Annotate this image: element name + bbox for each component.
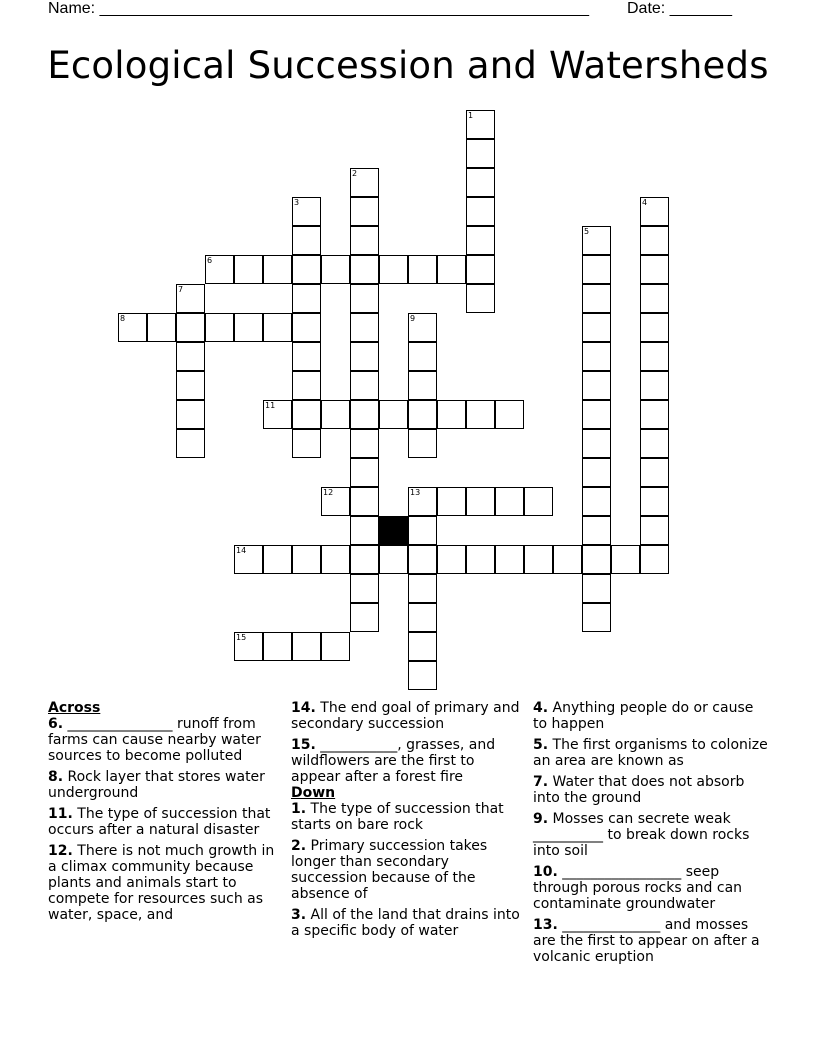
grid-cell[interactable]: [176, 371, 205, 400]
grid-cell[interactable]: [234, 255, 263, 284]
grid-cell[interactable]: [263, 313, 292, 342]
grid-cell[interactable]: [466, 545, 495, 574]
grid-cell[interactable]: [321, 400, 350, 429]
grid-cell-15[interactable]: [234, 632, 263, 661]
clues-column-1: [48, 700, 280, 928]
grid-cell[interactable]: [582, 313, 611, 342]
name-field[interactable]: Name: _______________________________________________________: [48, 0, 589, 17]
grid-cell[interactable]: [640, 429, 669, 458]
grid-cell[interactable]: [234, 313, 263, 342]
grid-cell-2[interactable]: [350, 168, 379, 197]
grid-cell[interactable]: [582, 255, 611, 284]
grid-cell[interactable]: [582, 342, 611, 371]
grid-cell[interactable]: [292, 429, 321, 458]
clue-number: 11: [265, 401, 276, 410]
grid-cell[interactable]: [408, 603, 437, 632]
clue-number: 6: [207, 256, 213, 265]
grid-cell[interactable]: [350, 487, 379, 516]
down-clue-2: 2. Primary succession takes longer than secondary succession because of the absence of: [291, 838, 488, 902]
grid-cell-4[interactable]: [640, 197, 669, 226]
grid-cell[interactable]: [524, 487, 553, 516]
grid-cell[interactable]: [408, 661, 437, 690]
grid-cell[interactable]: [350, 574, 379, 603]
down-clue-5: 5. The first organisms to colonize an area are known as: [533, 737, 768, 769]
grid-cell-13[interactable]: [408, 487, 437, 516]
grid-cell[interactable]: [321, 255, 350, 284]
grid-cell[interactable]: [640, 487, 669, 516]
clue-number: 14: [236, 546, 247, 555]
grid-cell[interactable]: [292, 226, 321, 255]
grid-cell[interactable]: [321, 545, 350, 574]
across-clue-12: 12. There is not much growth in a climax community because plants and animals start to compete for resources such as water, space, and: [48, 843, 275, 923]
down-clue-9: 9. Mosses can secrete weak __________ to break down rocks into soil: [533, 811, 750, 859]
grid-cell[interactable]: [350, 400, 379, 429]
grid-cell[interactable]: [640, 371, 669, 400]
grid-cell-6[interactable]: [205, 255, 234, 284]
grid-cell-8[interactable]: [118, 313, 147, 342]
clue-number: 8: [120, 314, 126, 323]
grid-cell-3[interactable]: [292, 197, 321, 226]
grid-cell[interactable]: [582, 400, 611, 429]
grid-cell[interactable]: [350, 371, 379, 400]
grid-cell[interactable]: [495, 545, 524, 574]
grid-cell[interactable]: [408, 516, 437, 545]
grid-cell[interactable]: [582, 516, 611, 545]
clue-number: 12: [323, 488, 334, 497]
grid-cell[interactable]: [263, 545, 292, 574]
grid-cell[interactable]: [640, 342, 669, 371]
grid-cell[interactable]: [466, 168, 495, 197]
grid-cell[interactable]: [640, 284, 669, 313]
clue-number: 9: [410, 314, 416, 323]
across-clue-6: 6. _______________ runoff from farms can cause nearby water sources to become polluted: [48, 716, 261, 764]
clues-column-2: [291, 700, 521, 944]
across-clue-15: 15. ___________, grasses, and wildflowers are the first to appear after a forest fire: [291, 737, 496, 785]
clue-number: 2: [352, 169, 358, 178]
grid-cell[interactable]: [350, 284, 379, 313]
grid-cell[interactable]: [582, 429, 611, 458]
grid-cell[interactable]: [350, 197, 379, 226]
grid-cell[interactable]: [640, 458, 669, 487]
down-clue-7: 7. Water that does not absorb into the ground: [533, 774, 745, 806]
across-clue-11: 11. The type of succession that occurs after a natural disaster: [48, 806, 271, 838]
grid-cell[interactable]: [350, 458, 379, 487]
grid-cell[interactable]: [408, 429, 437, 458]
grid-cell[interactable]: [466, 226, 495, 255]
clue-number: 4: [642, 198, 648, 207]
grid-cell[interactable]: [408, 342, 437, 371]
clues-column-3: [533, 700, 768, 970]
grid-cell[interactable]: [292, 545, 321, 574]
grid-cell[interactable]: [437, 545, 466, 574]
down-clue-1: 1. The type of succession that starts on bare rock: [291, 801, 504, 833]
grid-cell[interactable]: [321, 632, 350, 661]
grid-cell[interactable]: [350, 255, 379, 284]
clue-number: 3: [294, 198, 300, 207]
grid-cell[interactable]: [379, 255, 408, 284]
grid-cell[interactable]: [437, 255, 466, 284]
grid-cell[interactable]: [176, 313, 205, 342]
grid-cell[interactable]: [263, 632, 292, 661]
grid-cell[interactable]: [466, 255, 495, 284]
grid-cell[interactable]: [495, 400, 524, 429]
page-title: Ecological Succession and Watersheds: [47, 44, 769, 87]
grid-cell[interactable]: [292, 342, 321, 371]
grid-cell[interactable]: [292, 632, 321, 661]
grid-cell[interactable]: [437, 487, 466, 516]
grid-cell[interactable]: [466, 284, 495, 313]
grid-cell[interactable]: [147, 313, 176, 342]
grid-cell[interactable]: [379, 545, 408, 574]
grid-cell[interactable]: [466, 400, 495, 429]
grid-cell-14[interactable]: [234, 545, 263, 574]
grid-cell[interactable]: [582, 487, 611, 516]
grid-cell[interactable]: [640, 226, 669, 255]
clue-number: 15: [236, 633, 247, 642]
grid-cell-1[interactable]: [466, 110, 495, 139]
grid-cell[interactable]: [350, 603, 379, 632]
grid-cell[interactable]: [292, 255, 321, 284]
grid-cell[interactable]: [640, 255, 669, 284]
grid-cell-7[interactable]: [176, 284, 205, 313]
grid-cell[interactable]: [582, 458, 611, 487]
clue-number: 7: [178, 285, 184, 294]
grid-cell-5[interactable]: [582, 226, 611, 255]
grid-cell[interactable]: [176, 400, 205, 429]
grid-cell[interactable]: [408, 574, 437, 603]
grid-cell[interactable]: [350, 313, 379, 342]
across-heading: Across: [48, 700, 101, 716]
grid-cell[interactable]: [350, 226, 379, 255]
across-clue-14: 14. The end goal of primary and secondary succession: [291, 700, 520, 732]
down-heading: Down: [291, 785, 336, 801]
grid-cell[interactable]: [582, 371, 611, 400]
grid-cell-12[interactable]: [321, 487, 350, 516]
clue-number: 5: [584, 227, 590, 236]
grid-cell[interactable]: [292, 313, 321, 342]
grid-cell[interactable]: [408, 545, 437, 574]
across-clue-8: 8. Rock layer that stores water underground: [48, 769, 265, 801]
down-clue-13: 13. ______________ and mosses are the first to appear on after a volcanic eruption: [533, 917, 760, 965]
grid-cell[interactable]: [495, 487, 524, 516]
grid-cell[interactable]: [176, 429, 205, 458]
grid-cell[interactable]: [408, 371, 437, 400]
down-clue-4: 4. Anything people do or cause to happen: [533, 700, 754, 732]
grid-cell[interactable]: [292, 400, 321, 429]
grid-cell[interactable]: [582, 574, 611, 603]
grid-cell[interactable]: [350, 545, 379, 574]
down-clue-10: 10. _________________ seep through porous rocks and can contaminate groundwater: [533, 864, 743, 912]
grid-cell[interactable]: [640, 313, 669, 342]
grid-cell[interactable]: [379, 400, 408, 429]
grid-cell[interactable]: [408, 632, 437, 661]
grid-cell[interactable]: [611, 545, 640, 574]
down-clue-3: 3. All of the land that drains into a specific body of water: [291, 907, 520, 939]
grid-cell[interactable]: [466, 487, 495, 516]
grid-cell[interactable]: [292, 371, 321, 400]
grid-cell[interactable]: [582, 603, 611, 632]
grid-cell[interactable]: [466, 139, 495, 168]
grid-cell[interactable]: [524, 545, 553, 574]
grid-cell[interactable]: [176, 342, 205, 371]
grid-cell[interactable]: [640, 516, 669, 545]
grid-cell[interactable]: [205, 313, 234, 342]
grid-cell[interactable]: [292, 284, 321, 313]
grid-cell[interactable]: [466, 197, 495, 226]
grid-cell-9[interactable]: [408, 313, 437, 342]
clue-number: 13: [410, 488, 421, 497]
grid-cell[interactable]: [263, 255, 292, 284]
grid-cell[interactable]: [408, 255, 437, 284]
grid-cell[interactable]: [350, 429, 379, 458]
grid-cell[interactable]: [350, 516, 379, 545]
grid-cell[interactable]: [437, 400, 466, 429]
grid-cell[interactable]: [350, 342, 379, 371]
grid-cell[interactable]: [582, 284, 611, 313]
grid-cell[interactable]: [582, 545, 611, 574]
grid-cell[interactable]: [640, 545, 669, 574]
clue-number: 1: [468, 111, 474, 120]
grid-cell[interactable]: [408, 400, 437, 429]
grid-cell-11[interactable]: [263, 400, 292, 429]
date-field[interactable]: Date: _______: [627, 0, 732, 17]
grid-cell[interactable]: [640, 400, 669, 429]
black-cell: [379, 516, 408, 545]
grid-cell[interactable]: [553, 545, 582, 574]
